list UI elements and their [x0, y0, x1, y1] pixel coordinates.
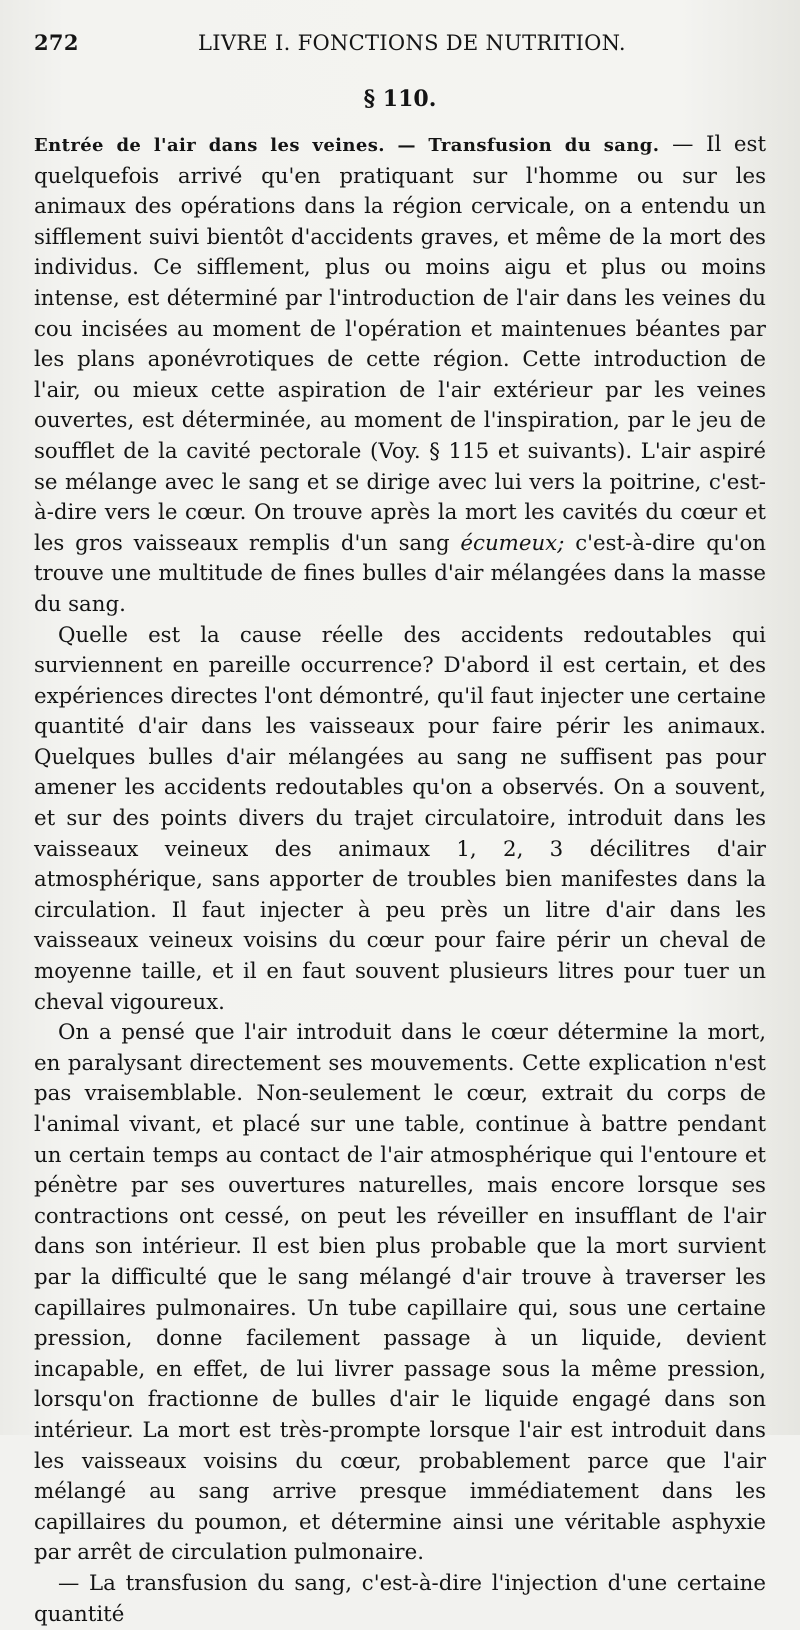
page-number: 272	[34, 30, 79, 55]
paragraph-1-emphasis: écumeux;	[460, 530, 565, 556]
paragraph-3: On a pensé que l'air introduit dans le cœur détermine la mort, en paralysant directement ses mouvements. Cette explication n'est pas vraisemblable. Non-seulement le cœur, extrait du corps de l'animal vivant, et placé sur une table, continue à battre pendant un certain temps au contact de l'air atmosphérique qui l'entoure et pénètre par ses ouvertures naturelles, mais encore lorsque ses contractions ont cessé, on peut les réveiller en insufflant de l'air dans son intérieur. Il est bien plus probable que la mort survient par la difficulté que le sang mélangé d'air trouve à traverser les capillaires pulmonaires. Un tube capillaire qui, sous une certaine pression, donne facilement passage à un liquide, devient incapable, en effet, de lui livrer passage sous la même pression, lorsqu'on fractionne de bulles d'air le liquide engagé dans son intérieur. La mort est très-prompte lorsque l'air est introduit dans les vaisseaux voisins du cœur, probablement parce que l'air mélangé au sang arrive presque immédiatement dans les capillaires du poumon, et détermine ainsi une véritable asphyxie par arrêt de circulation pulmonaire.	[34, 1020, 766, 1566]
paragraph-1-text-b: c'est-à-dire qu'on trouve une multitude de fines bulles d'air mélangées dans la masse du sang.	[34, 530, 766, 617]
paragraph-1-text-a: — Il est quelquefois arrivé qu'en pratiquant sur l'homme ou sur les animaux des opérations dans la région cervicale, on a entendu un sifflement suivi bientôt d'accidents graves, et même de la mort des individus. Ce sifflement, plus ou moins aigu et plus ou moins intense, est déterminé par l'introduction de l'air dans les veines du cou incisées au moment de l'opération et maintenues béantes par les plans aponévrotiques de cette région. Cette introduction de l'air, ou mieux cette aspiration de l'air extérieur par les veines ouvertes, est déterminée, au moment de l'inspiration, par le jeu de soufflet de la cavité pectorale (Voy. § 115 et suivants). L'air aspiré se mélange avec le sang et se dirige avec lui vers la poitrine, c'est-à-dire vers le cœur. On trouve après la mort les cavités du cœur et les gros vaisseaux remplis d'un sang	[34, 132, 767, 556]
paragraph-4: — La transfusion du sang, c'est-à-dire l'injection d'une certaine quantité	[34, 1570, 766, 1627]
section-number: § 110.	[363, 86, 437, 112]
page-header	[34, 30, 766, 66]
running-head: LIVRE I. FONCTIONS DE NUTRITION.	[198, 31, 626, 55]
paragraph-2: Quelle est la cause réelle des accidents redoutables qui surviennent en pareille occurrence? D'abord il est certain, et des expériences directes l'ont démontré, qu'il faut injecter une certaine quantité d'air dans les vaisseaux pour faire périr les animaux. Quelques bulles d'air mélangées au sang ne suffisent pas pour amener les accidents redoutables qu'on a observés. On a souvent, et sur des points divers du trajet circulatoire, introduit dans les vaisseaux veineux des animaux 1, 2, 3 décilitres d'air atmosphérique, sans apporter de troubles bien manifestes dans la circulation. Il faut injecter à peu près un litre d'air dans les vaisseaux veineux voisins du cœur pour faire périr un cheval de moyenne taille, et il en faut souvent plusieurs litres pour tuer un cheval vigoureux.	[34, 622, 766, 1015]
section-title: Entrée de l'air dans les veines. — Transfusion du sang.	[34, 135, 660, 156]
paragraph-1	[34, 130, 766, 621]
section-body	[34, 130, 766, 1630]
